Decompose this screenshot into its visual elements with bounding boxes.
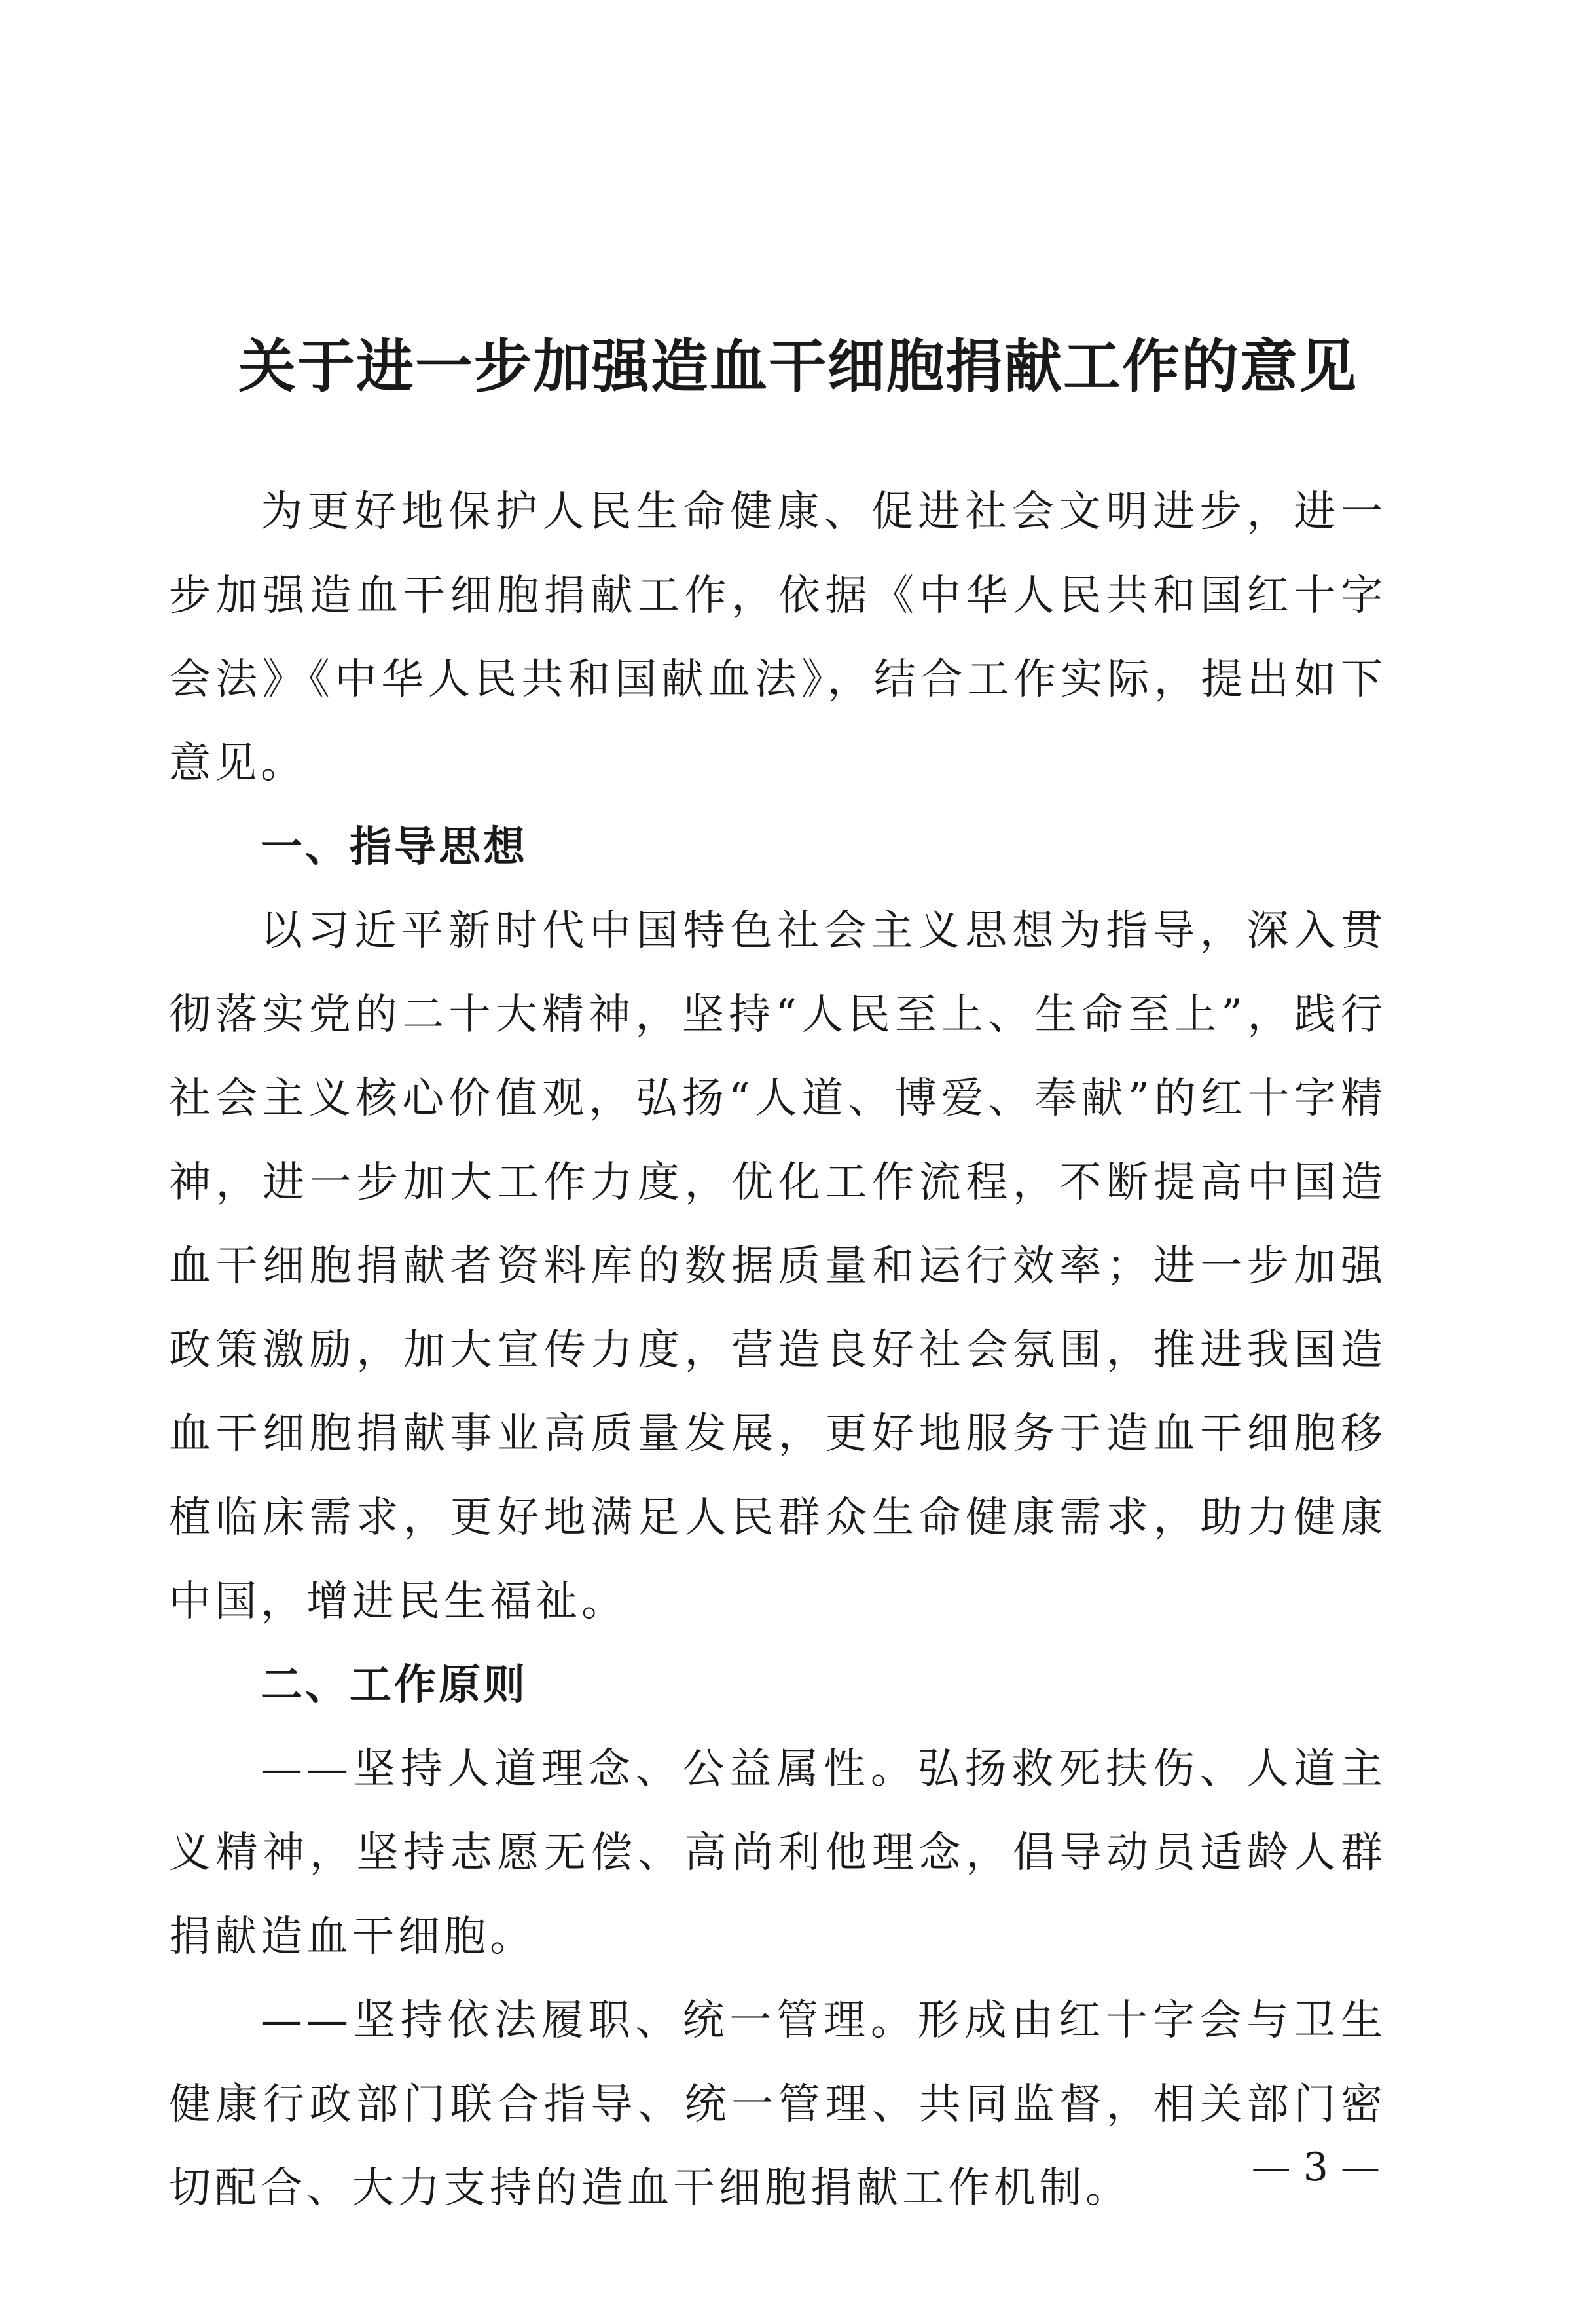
guiding-ideology-paragraph: 以习近平新时代中国特色社会主义思想为指导，深入贯彻落实党的二十大精神，坚持“人民至上、生命至上”，践行社会主义核心价值观，弘扬“人道、博爱、奉献”的红十字精神，进一步加大工作力度，优化工作流程，不断提高中国造血干细胞捐献者资料库的数据质量和运行效率；进一步加强政策激励，加大宣传力度，营造良好社会氛围，推进我国造血干细胞捐献事业高质量发展，更好地服务于造血干细胞移植临床需求，更好地满足人民群众生命健康需求，助力健康中国，增进民生福祉。 (169, 907, 1387, 1626)
principle-humanitarian-paragraph: ——坚持人道理念、公益属性。弘扬救死扶伤、人道主义精神，坚持志愿无偿、高尚利他理念，倡导动员适龄人群捐献造血干细胞。 (169, 1745, 1387, 1961)
document-body (169, 470, 1387, 2230)
section-heading-work-principles: 二、工作原则 (261, 1661, 528, 1710)
page-number: — 3 — (1251, 2144, 1380, 2190)
document-title: 关于进一步加强造血干细胞捐献工作的意见 (238, 331, 1358, 400)
section-heading-guiding-ideology: 一、指导思想 (261, 823, 528, 872)
principle-lawful-management-paragraph: ——坚持依法履职、统一管理。形成由红十字会与卫生健康行政部门联合指导、统一管理、共同监督，相关部门密切配合、大力支持的造血干细胞捐献工作机制。 (169, 1996, 1387, 2213)
intro-paragraph: 为更好地保护人民生命健康、促进社会文明进步，进一步加强造血干细胞捐献工作，依据《中华人民共和国红十字会法》《中华人民共和国献血法》，结合工作实际，提出如下意见。 (169, 488, 1387, 788)
